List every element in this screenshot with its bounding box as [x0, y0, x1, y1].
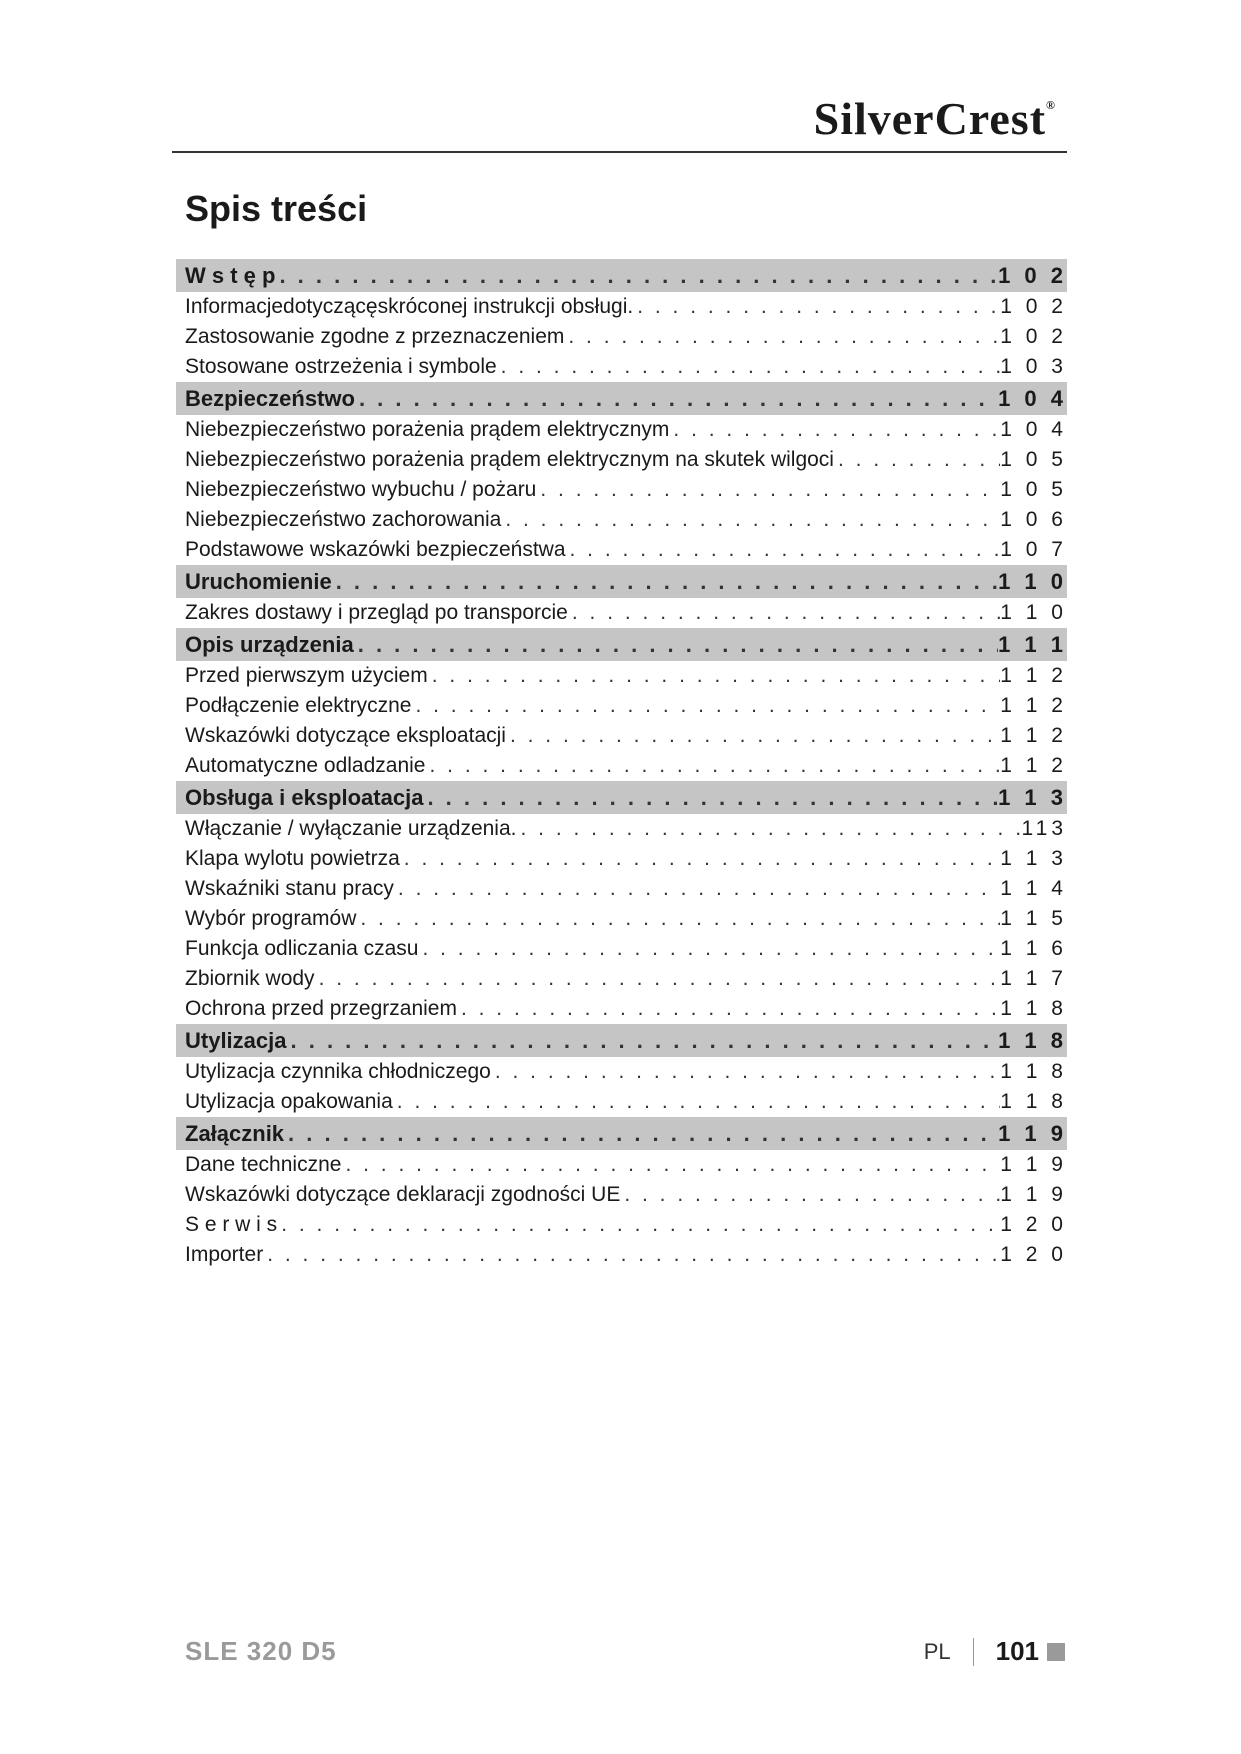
toc-page-number: 1 0 4 — [998, 386, 1067, 411]
toc-leader-dots — [669, 415, 1000, 445]
toc-page-number: 1 1 6 — [1000, 937, 1067, 960]
toc-leader-dots — [536, 475, 1000, 505]
toc-page-number: 1 1 3 — [1000, 847, 1067, 870]
toc-page-number: 1 0 2 — [1000, 325, 1067, 348]
toc-page-number: 1 1 2 — [1000, 724, 1067, 747]
toc-leader-dots — [506, 721, 1000, 751]
toc-entry[interactable] — [176, 535, 1067, 565]
toc-leader-dots — [457, 994, 1000, 1024]
footer-separator — [973, 1638, 974, 1666]
toc-page-number: 1 0 6 — [1000, 508, 1067, 531]
toc-leader-dots — [263, 1240, 1000, 1270]
toc-entry[interactable] — [176, 814, 1067, 844]
toc-label: Funkcja odliczania czasu — [185, 937, 419, 960]
toc-entry[interactable] — [176, 505, 1067, 535]
toc-page-number: 1 0 7 — [1000, 538, 1067, 561]
toc-entry[interactable] — [176, 322, 1067, 352]
toc-label: Utylizacja czynnika chłodniczego — [185, 1060, 491, 1083]
table-of-contents — [176, 259, 1067, 1270]
toc-leader-dots — [284, 1117, 998, 1150]
toc-label: W s t ę p — [185, 263, 276, 288]
toc-leader-dots — [277, 1210, 1000, 1240]
toc-entry[interactable] — [176, 934, 1067, 964]
toc-label: Niebezpieczeństwo zachorowania — [185, 508, 502, 531]
toc-label: Włączanie / wyłączanie urządzenia. — [185, 817, 517, 840]
toc-page-number: 1 1 0 — [998, 569, 1067, 594]
toc-page-number: 1 1 2 — [1000, 694, 1067, 717]
toc-entry[interactable] — [176, 844, 1067, 874]
toc-page-number: 1 2 0 — [1000, 1213, 1067, 1236]
toc-leader-dots — [411, 691, 1000, 721]
toc-leader-dots — [497, 352, 1001, 382]
toc-label: Informacjedotyczącęskróconej instrukcji obsługi. — [185, 295, 634, 318]
toc-leader-dots — [501, 505, 1000, 535]
toc-leader-dots — [341, 1150, 1000, 1180]
toc-entry[interactable] — [176, 691, 1067, 721]
toc-label: Bezpieczeństwo — [185, 386, 355, 411]
toc-page-number: 1 1 4 — [1000, 877, 1067, 900]
toc-leader-dots — [566, 535, 1001, 565]
toc-label: Dane techniczne — [185, 1153, 342, 1176]
registered-mark: ® — [1046, 98, 1056, 112]
toc-label: Wybór programów — [185, 907, 357, 930]
toc-page-number: 1 2 0 — [1000, 1243, 1067, 1266]
toc-page-number: 1 0 3 — [1000, 355, 1067, 378]
toc-label: Zbiornik wody — [185, 967, 315, 990]
toc-leader-dots — [564, 322, 1000, 352]
toc-leader-dots — [354, 628, 998, 661]
toc-label: Wskazówki dotyczące eksploatacji — [185, 724, 506, 747]
toc-leader-dots — [400, 844, 1001, 874]
toc-label: Uruchomienie — [185, 569, 332, 594]
footer-model: SLE 320 D5 — [185, 1636, 337, 1666]
toc-leader-dots — [517, 814, 1022, 844]
toc-label: Importer — [185, 1243, 264, 1266]
toc-label: Opis urządzenia — [185, 632, 354, 657]
toc-page-number: 1 1 0 — [1000, 601, 1067, 624]
toc-entry[interactable] — [176, 1057, 1067, 1087]
toc-leader-dots — [426, 751, 1001, 781]
toc-leader-dots — [355, 382, 998, 415]
toc-page-number: 1 0 4 — [1000, 418, 1067, 441]
toc-page-number: 1 0 2 — [1000, 295, 1067, 318]
toc-leader-dots — [568, 598, 1000, 628]
toc-label: Zakres dostawy i przegląd po transporcie — [185, 601, 568, 624]
toc-page-number: 1 1 3 — [998, 785, 1067, 810]
footer-page-number: 101 — [995, 1636, 1039, 1666]
toc-leader-dots — [418, 934, 1000, 964]
footer-page-info — [924, 1636, 1065, 1667]
toc-entry[interactable] — [176, 475, 1067, 505]
toc-entry[interactable] — [176, 1210, 1067, 1240]
toc-page-number: 1 1 7 — [1000, 967, 1067, 990]
toc-page-number: 113 — [1021, 817, 1067, 840]
toc-label: Stosowane ostrzeżenia i symbole — [185, 355, 497, 378]
toc-label: Utylizacja — [185, 1028, 287, 1053]
header-divider — [172, 151, 1067, 153]
toc-page-number: 1 1 5 — [1000, 907, 1067, 930]
page-title: Spis treści — [185, 188, 368, 229]
toc-page-number: 1 1 9 — [1000, 1183, 1067, 1206]
toc-label: Niebezpieczeństwo porażenia prądem elektrycznym — [185, 418, 670, 441]
toc-page-number: 1 1 8 — [1000, 1090, 1067, 1113]
toc-section[interactable] — [176, 382, 1067, 415]
toc-entry[interactable] — [176, 598, 1067, 628]
toc-label: Załącznik — [185, 1121, 285, 1146]
toc-leader-dots — [428, 661, 1001, 691]
toc-leader-dots — [332, 565, 998, 598]
toc-section[interactable] — [176, 1117, 1067, 1150]
toc-entry[interactable] — [176, 352, 1067, 382]
toc-entry[interactable] — [176, 661, 1067, 691]
toc-page-number: 1 1 1 — [998, 632, 1067, 657]
toc-leader-dots — [287, 1024, 999, 1057]
toc-entry[interactable] — [176, 1240, 1067, 1270]
toc-entry[interactable] — [176, 721, 1067, 751]
toc-label: Utylizacja opakowania — [185, 1090, 393, 1113]
toc-entry[interactable] — [176, 964, 1067, 994]
toc-page-number: 1 0 5 — [1000, 478, 1067, 501]
toc-leader-dots — [394, 874, 1000, 904]
toc-entry[interactable] — [176, 874, 1067, 904]
toc-section[interactable] — [176, 781, 1067, 814]
toc-entry[interactable] — [176, 994, 1067, 1024]
toc-leader-dots — [620, 1180, 1000, 1210]
toc-page-number: 1 0 5 — [1000, 448, 1067, 471]
footer-language: PL — [923, 1638, 951, 1664]
toc-section[interactable] — [176, 1024, 1067, 1057]
toc-label: Niebezpieczeństwo porażenia prądem elektrycznym na skutek wilgoci — [185, 448, 834, 471]
toc-label: Automatyczne odladzanie — [185, 754, 426, 777]
toc-label: Przed pierwszym użyciem — [185, 664, 428, 687]
toc-page-number: 1 1 9 — [1000, 1153, 1067, 1176]
toc-label: Podłączenie elektryczne — [185, 694, 412, 717]
toc-page-number: 1 1 8 — [998, 1028, 1067, 1053]
toc-entry[interactable] — [176, 415, 1067, 445]
brand-logo: SilverCrest® — [813, 93, 1056, 144]
footer-square-icon — [1047, 1643, 1065, 1661]
toc-label: Obsługa i eksploatacja — [185, 785, 424, 810]
toc-entry[interactable] — [176, 1180, 1067, 1210]
toc-section[interactable] — [176, 628, 1067, 661]
toc-entry[interactable] — [176, 1150, 1067, 1180]
toc-page-number: 1 1 9 — [998, 1121, 1067, 1146]
toc-leader-dots — [423, 781, 998, 814]
toc-leader-dots — [275, 259, 998, 292]
toc-entry[interactable] — [176, 292, 1067, 322]
toc-leader-dots — [315, 964, 1001, 994]
toc-leader-dots — [834, 445, 1000, 475]
toc-leader-dots — [356, 904, 1000, 934]
toc-page-number: 1 1 2 — [1000, 664, 1067, 687]
toc-label: S e r w i s — [185, 1213, 278, 1236]
toc-page-number: 1 1 8 — [1000, 997, 1067, 1020]
toc-label: Podstawowe wskazówki bezpieczeństwa — [185, 538, 566, 561]
toc-page-number: 1 0 2 — [998, 263, 1067, 288]
toc-label: Klapa wylotu powietrza — [185, 847, 400, 870]
toc-label: Wskazówki dotyczące deklaracji zgodności UE — [185, 1183, 621, 1206]
toc-label: Niebezpieczeństwo wybuchu / pożaru — [185, 478, 537, 501]
toc-page-number: 1 1 8 — [1000, 1060, 1067, 1083]
toc-leader-dots — [491, 1057, 1000, 1087]
toc-entry[interactable] — [176, 445, 1067, 475]
toc-leader-dots — [633, 292, 1000, 322]
toc-entry[interactable] — [176, 751, 1067, 781]
toc-leader-dots — [393, 1087, 1001, 1117]
toc-section[interactable] — [176, 259, 1067, 292]
toc-section[interactable] — [176, 565, 1067, 598]
toc-page-number: 1 1 2 — [1000, 754, 1067, 777]
toc-label: Wskaźniki stanu pracy — [185, 877, 394, 900]
toc-entry[interactable] — [176, 1087, 1067, 1117]
toc-label: Zastosowanie zgodne z przeznaczeniem — [185, 325, 565, 348]
toc-entry[interactable] — [176, 904, 1067, 934]
toc-label: Ochrona przed przegrzaniem — [185, 997, 457, 1020]
